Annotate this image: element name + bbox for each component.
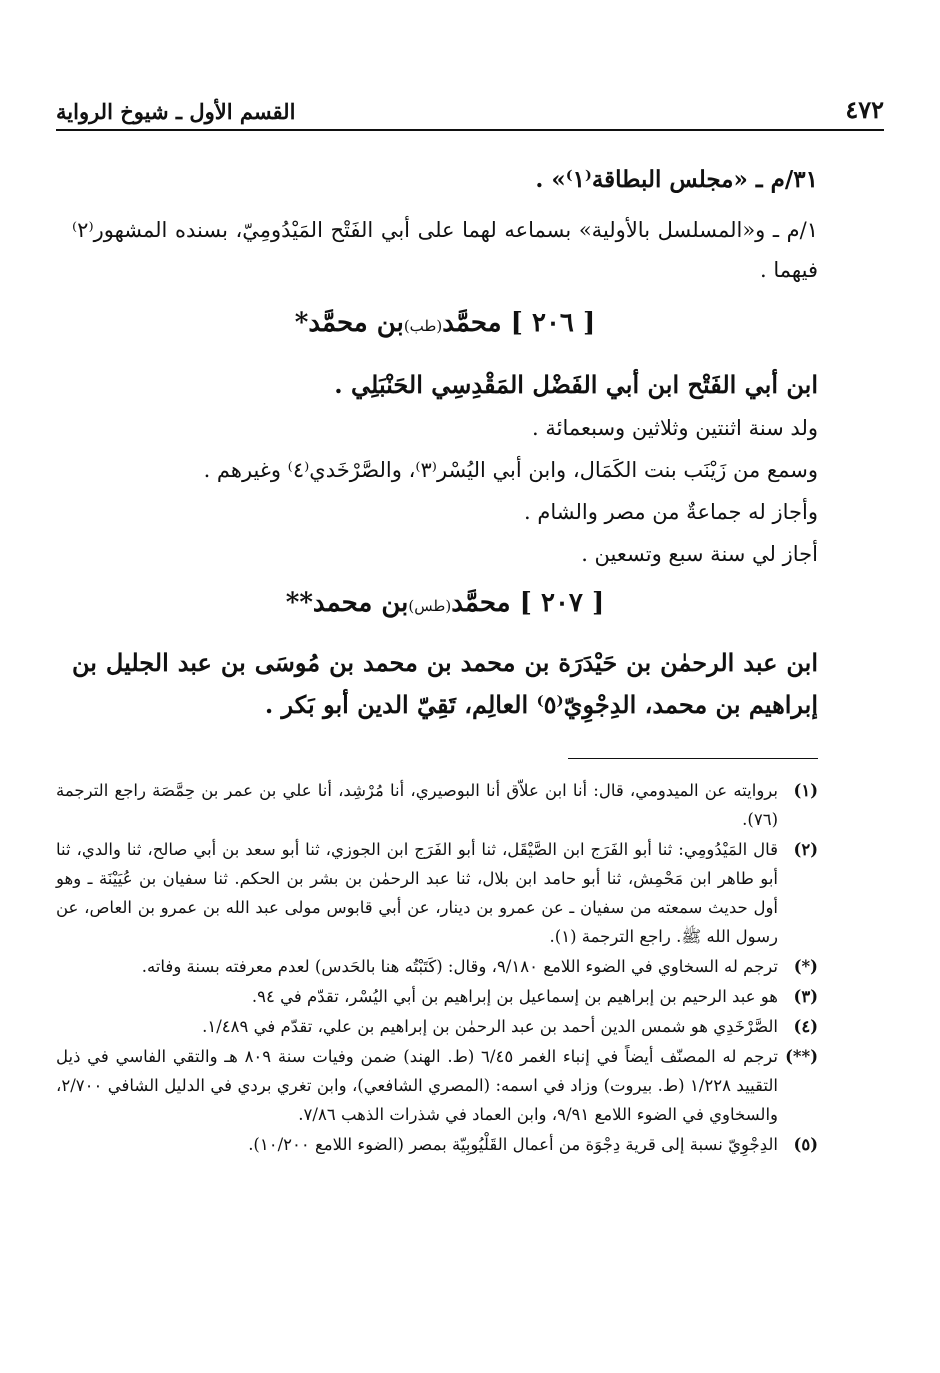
entry-206-birth: ولد سنة اثنتين وثلاثين وسبعمائة . <box>531 416 818 440</box>
footnote-text: ترجم له المصنّف أيضاً في إنباء الغمر ٦/٤٥ (ط. الهند) ضمن وفيات سنة ٨٠٩ هـ والتقي الفاسي في ذيل التقييد ١/٢٢٨ (ط. بيروت) وزاد في اسمه: (المصري الشافعي)، وابن تغري بردي في الدليل الشافي ٢/٧٠٠، والسخاوي في الضوء اللامع ٩/٩١، وابن العماد في شذرات الذهب ٧/٨٦. <box>56 1047 778 1124</box>
footnote-mark: (٤) <box>793 1017 818 1036</box>
footnote-text: قال المَيْدُومِي: ثنا أبو الفَرَج ابن الصَّيْقَل، ثنا أبو الفَرَج ابن الجوزي، ثنا أبو سعد بن أبي صالح، ثنا والدي، ثنا أبو طاهر ابن مَحْمِش، ثنا أبو حامد ابن بلال، ثنا عبد الرحمٰن بن بشر بن الحكم. ثنا سفيان بن عُيَيْنَة ـ وهو أول حديث سمعته من سفيان ـ عن عمرو بن دينار، عن أبي قابوس مولى عبد الله بن عمرو بن العاص، عن رسول الله ﷺ. راجع الترجمة (١). <box>56 840 778 946</box>
footnote-text: الدِجْوِيّ نسبة إلى قرية دِجْوَة من أعمال القَلْيُوبِيّة بمصر (الضوء اللامع ١٠/٢٠٠). <box>248 1135 778 1154</box>
page-number: ٤٧٢ <box>845 95 884 124</box>
entry-207-name: محمَّد <box>451 588 511 618</box>
footnotes <box>56 776 818 1160</box>
footnote <box>56 952 818 981</box>
footnote <box>56 1130 818 1159</box>
footnote-mark: (١) <box>793 781 818 800</box>
footnote-text: الصَّرْخَدِي هو شمس الدين أحمد بن عبد الرحمٰن بن إبراهيم بن علي، تقدّم في ١/٤٨٩. <box>202 1017 778 1036</box>
entry-206-teachers: وسمع من زَيْنَب بنت الكَمَال، وابن أبي اليُسْر⁽٣⁾، والصَّرْخَدي⁽٤⁾ وغيرهم . <box>203 458 818 482</box>
footnote-mark: (**) <box>785 1047 818 1066</box>
entry-207-heading <box>72 588 818 618</box>
entry-206-number: [ ٢٠٦ ] <box>510 308 596 338</box>
entry-206-ijaza: وأجاز له جماعةٌ من مصر والشام . <box>524 500 818 524</box>
entry-207-name-rest: بن محمد** <box>285 588 409 618</box>
footnote-mark: (٥) <box>793 1135 818 1154</box>
footnote-mark: (٣) <box>793 987 818 1006</box>
footnote-rule <box>568 758 818 759</box>
entry-207-tag: (طس) <box>408 597 452 615</box>
footnote <box>56 835 818 951</box>
entry-206-ijaza-year: أجاز لي سنة سبع وتسعين . <box>581 542 818 566</box>
entry-206-tag: (طب) <box>403 317 443 335</box>
footnote <box>56 776 818 834</box>
entry-206-lineage: ابن أبي الفَتْح ابن أبي الفَضْل المَقْدِسِي الحَنْبَلِي . <box>334 370 818 399</box>
footnote-text: هو عبد الرحيم بن إبراهيم بن إسماعيل بن إبراهيم بن أبي اليُسْر، تقدّم في ٩٤. <box>251 987 778 1006</box>
entry-207-number: [ ٢٠٧ ] <box>519 588 605 618</box>
footnote-text: بروايته عن الميدومي، قال: أنا ابن علاّق أنا البوصيري، أنا مُرْشِد، أنا علي بن عمر بن حِمَّصَة راجع الترجمة (٧٦). <box>56 781 778 829</box>
running-title: القسم الأول ـ شيوخ الرواية <box>56 99 296 124</box>
footnote <box>56 1012 818 1041</box>
page-header <box>56 84 884 124</box>
footnote-mark: (*) <box>793 957 818 976</box>
footnote-mark: (٢) <box>793 840 818 859</box>
footnote <box>56 1042 818 1129</box>
entry-206-name-rest: بن محمَّد* <box>294 308 404 338</box>
intro-line-1: ٣١/م ـ «مجلس البطاقة⁽١⁾» . <box>535 166 818 193</box>
entry-206-heading <box>72 308 818 338</box>
footnote-text: ترجم له السخاوي في الضوء اللامع ٩/١٨٠، وقال: (كَتَبْتُه هنا بالحَدس) لعدم معرفته بسنة وفاته. <box>141 957 778 976</box>
header-rule <box>56 129 884 131</box>
footnote <box>56 982 818 1011</box>
entry-207-lineage: ابن عبد الرحمٰن بن حَيْدَرَة بن محمد بن محمد بن مُوسَى بن عبد الجليل بن إبراهيم بن محمد، الدِجْوِيّ⁽٥⁾ العالِم، تَقِيّ الدين أبو بَكر . <box>72 648 818 719</box>
entry-206-name: محمَّد <box>442 308 502 338</box>
intro-line-2: ١/م ـ و«المسلسل بالأولية» بسماعه لهما على أبي الفَتْح المَيْدُومِيّ، بسنده المشهور⁽٢⁾ فيهما . <box>72 218 818 282</box>
